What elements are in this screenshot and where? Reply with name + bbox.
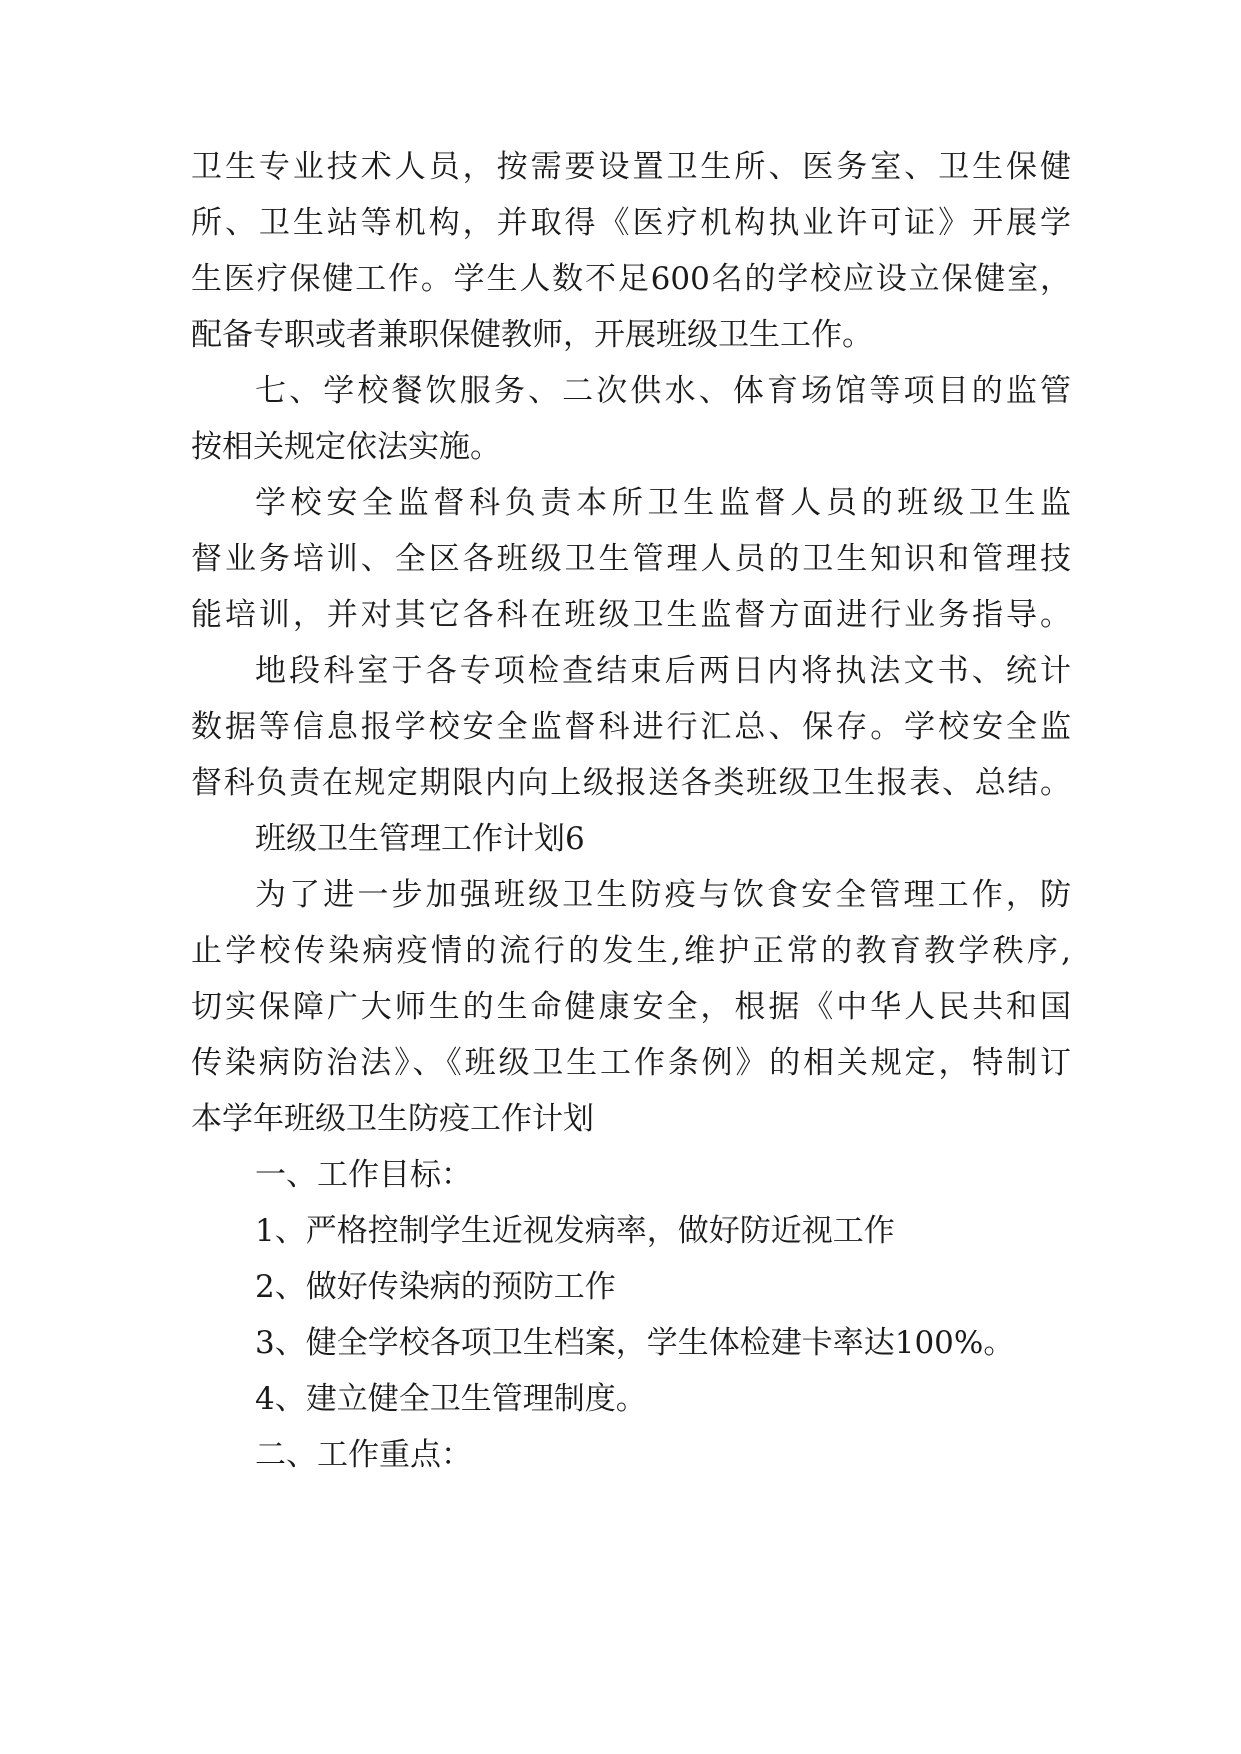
text-line: 为了进一步加强班级卫生防疫与饮食安全管理工作，防 xyxy=(255,877,1071,913)
text-line: 生医疗保健工作。学生人数不足600名的学校应设立保健室， xyxy=(191,261,1071,297)
text-line: 切实保障广大师生的生命健康安全，根据《中华人民共和国 xyxy=(191,989,1071,1025)
list-item: 3、健全学校各项卫生档案，学生体检建卡率达100%。 xyxy=(255,1325,1015,1361)
section-heading: 班级卫生管理工作计划6 xyxy=(255,821,585,857)
text-line: 督科负责在规定期限内向上级报送各类班级卫生报表、总结。 xyxy=(191,765,1071,801)
list-item: 1、严格控制学生近视发病率，做好防近视工作 xyxy=(255,1213,895,1249)
list-heading: 二、工作重点： xyxy=(255,1437,472,1473)
list-item: 2、做好传染病的预防工作 xyxy=(255,1269,616,1305)
text-line: 数据等信息报学校安全监督科进行汇总、保存。学校安全监 xyxy=(191,709,1071,745)
text-line: 配备专职或者兼职保健教师，开展班级卫生工作。 xyxy=(191,317,873,353)
text-line: 传染病防治法》、《班级卫生工作条例》的相关规定，特制订 xyxy=(191,1045,1071,1081)
list-heading: 一、工作目标： xyxy=(255,1157,472,1193)
text-line: 地段科室于各专项检查结束后两日内将执法文书、统计 xyxy=(255,653,1071,689)
text-line: 所、卫生站等机构，并取得《医疗机构执业许可证》开展学 xyxy=(191,205,1071,241)
text-line: 学校安全监督科负责本所卫生监督人员的班级卫生监 xyxy=(255,485,1071,521)
text-line: 按相关规定依法实施。 xyxy=(191,429,501,465)
text-line: 本学年班级卫生防疫工作计划 xyxy=(191,1101,594,1137)
list-item: 4、建立健全卫生管理制度。 xyxy=(255,1381,647,1417)
text-line: 能培训，并对其它各科在班级卫生监督方面进行业务指导。 xyxy=(191,597,1071,633)
text-line: 止学校传染病疫情的流行的发生,维护正常的教育教学秩序, xyxy=(191,933,1071,969)
text-line: 督业务培训、全区各班级卫生管理人员的卫生知识和管理技 xyxy=(191,541,1071,577)
text-line: 七、学校餐饮服务、二次供水、体育场馆等项目的监管 xyxy=(255,373,1071,409)
text-line: 卫生专业技术人员，按需要设置卫生所、医务室、卫生保健 xyxy=(191,149,1071,185)
